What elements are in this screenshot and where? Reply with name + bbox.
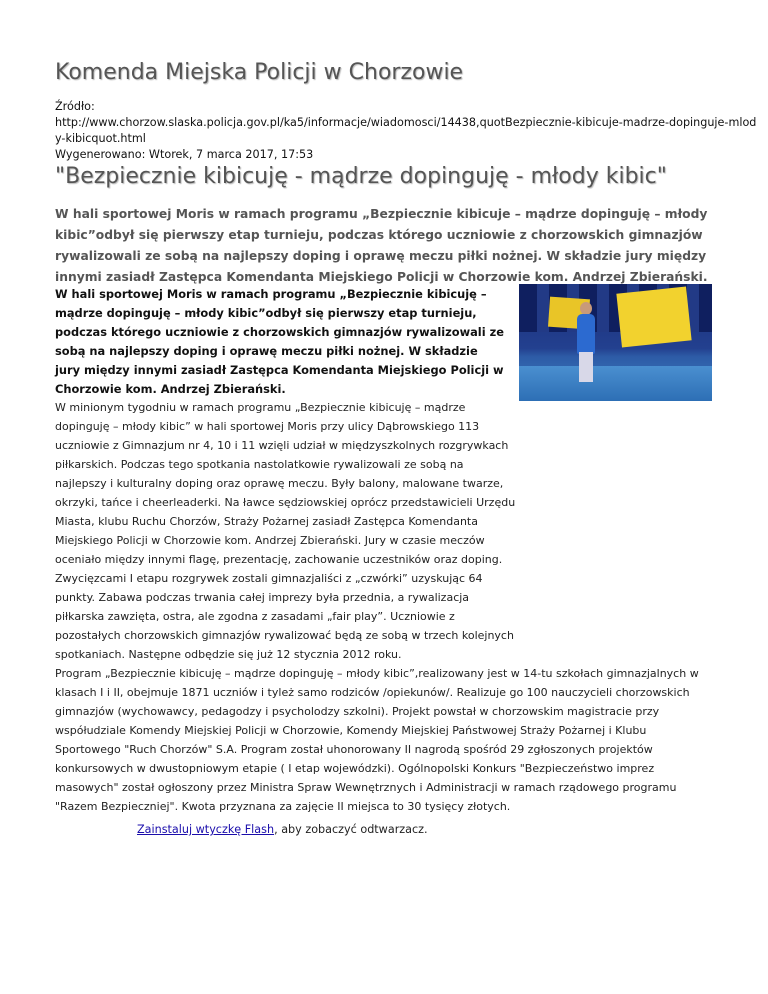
article-lead-secondary: W hali sportowej Moris w ramach programu „Bezpiecznie kibicuję – mądrze dopinguję – młody kibic”odbył się pierwszy etap turnieju, podczas którego uczniowie z chorzowskich gimnazjów rywalizowali ze sobą na najlepszy doping i oprawę meczu piłki nożnej. W składzie jury między innymi zasiadł Zastępca Komendanta Miejskiego Policji w Chorzowie kom. Andrzej Zbierański. <box>55 287 504 396</box>
flash-notice <box>137 823 428 836</box>
generated-timestamp: Wygenerowano: Wtorek, 7 marca 2017, 17:53 <box>55 148 314 161</box>
article-lead: W hali sportowej Moris w ramach programu „Bezpiecznie kibicuje – mądrze dopinguję – młody kibic”odbył się pierwszy etap turnieju, podczas którego uczniowie z chorzowskich gimnazjów rywalizowali ze sobą na najlepszy doping i oprawę meczu piłki nożnej. W składzie jury między innymi zasiadł Zastępca Komendanta Miejskiego Policji w Chorzowie kom. Andrzej Zbierański. <box>55 207 708 284</box>
source-label: Źródło: <box>55 100 95 113</box>
photo-player-legs <box>579 352 593 382</box>
photo-court-floor <box>519 366 712 401</box>
article-body: W minionym tygodniu w ramach programu „Bezpiecznie kibicuję – mądrze dopinguję – młody kibic” w hali sportowej Moris przy ulicy Dąbrowskiego 113 uczniowie z Gimnazjum nr 4, 10 i 11 wzięli udział w międzyszkolnych rozgrywkach piłkarskich. Podczas tego spotkania nastolatkowie rywalizowali ze sobą na najlepszy i kulturalny doping oraz oprawę meczu. Były balony, malowane twarze, okrzyki, tańce i cheerleaderki. Na ławce sędziowskiej oprócz przedstawicieli Urzędu Miasta, klubu Ruchu Chorzów, Straży Pożarnej zasiadł Zastępca Komendanta Miejskiego Policji w Chorzowie kom. Andrzej Zbierański. Jury w czasie meczów oceniało między innymi flagę, prezentację, zachowanie uczestników oraz doping. Zwycięzcami I etapu rozgrywek zostali gimnazjaliści z „czwórki” uzyskując 64 punkty. Zabawa podczas trwania całej imprezy była przednia, a rywalizacja piłkarska zawzięta, ostra, ale zgodna z zasadami „fair play”. Uczniowie z pozostałych chorzowskich gimnazjów rywalizować będą ze sobą w trzech kolejnych spotkaniach. Następne odbędzie się już 12 stycznia 2012 roku. <box>55 401 516 661</box>
install-flash-link[interactable]: Zainstaluj wtyczkę Flash <box>137 823 275 836</box>
photo-banner-yellow <box>616 286 691 347</box>
source-url-line-1: http://www.chorzow.slaska.policja.gov.pl/ka5/informacje/wiadomosci/14438,quotBezpiecznie-kibicuje-madrze-dopinguje-mlod <box>55 116 757 129</box>
program-description: Program „Bezpiecznie kibicuję – mądrze dopinguję – młody kibic”,realizowany jest w 14-tu szkołach gimnazjalnych w klasach I i II, obejmuje 1871 uczniów i tyleż samo rodziców /opiekunów/. Realizuje go 100 nauczycieli chorzowskich gimnazjów (wychowawcy, pedagodzy i psycholodzy szkolni). Projekt powstał w chorzowskim magistracie przy współudziale Komendy Miejskiej Policji w Chorzowie, Komendy Miejskiej Państwowej Straży Pożarnej i Klubu Sportowego "Ruch Chorzów" S.A. Program został uhonorowany II nagrodą spośród 29 zgłoszonych projektów konkursowych w dwustopniowym etapie ( I etap wojewódzki). Ogólnopolski Konkurs "Bezpieczeństwo imprez masowych" został ogłoszony przez Ministra Spraw Wewnętrznych i Administracji w ramach rządowego programu "Razem Bezpieczniej". Kwota przyznana za zajęcie II miejsca to 30 tysięcy złotych. <box>55 667 699 813</box>
source-url-line-2: y-kibicquot.html <box>55 132 146 145</box>
source-meta <box>55 99 757 163</box>
flash-notice-text: , aby zobaczyć odtwarzacz. <box>274 823 428 836</box>
article-title: "Bezpiecznie kibicuję - mądrze dopinguję - młody kibic" <box>55 164 667 189</box>
article-photo <box>519 284 712 401</box>
photo-player-body <box>577 314 595 354</box>
site-title: Komenda Miejska Policji w Chorzowie <box>55 60 464 85</box>
